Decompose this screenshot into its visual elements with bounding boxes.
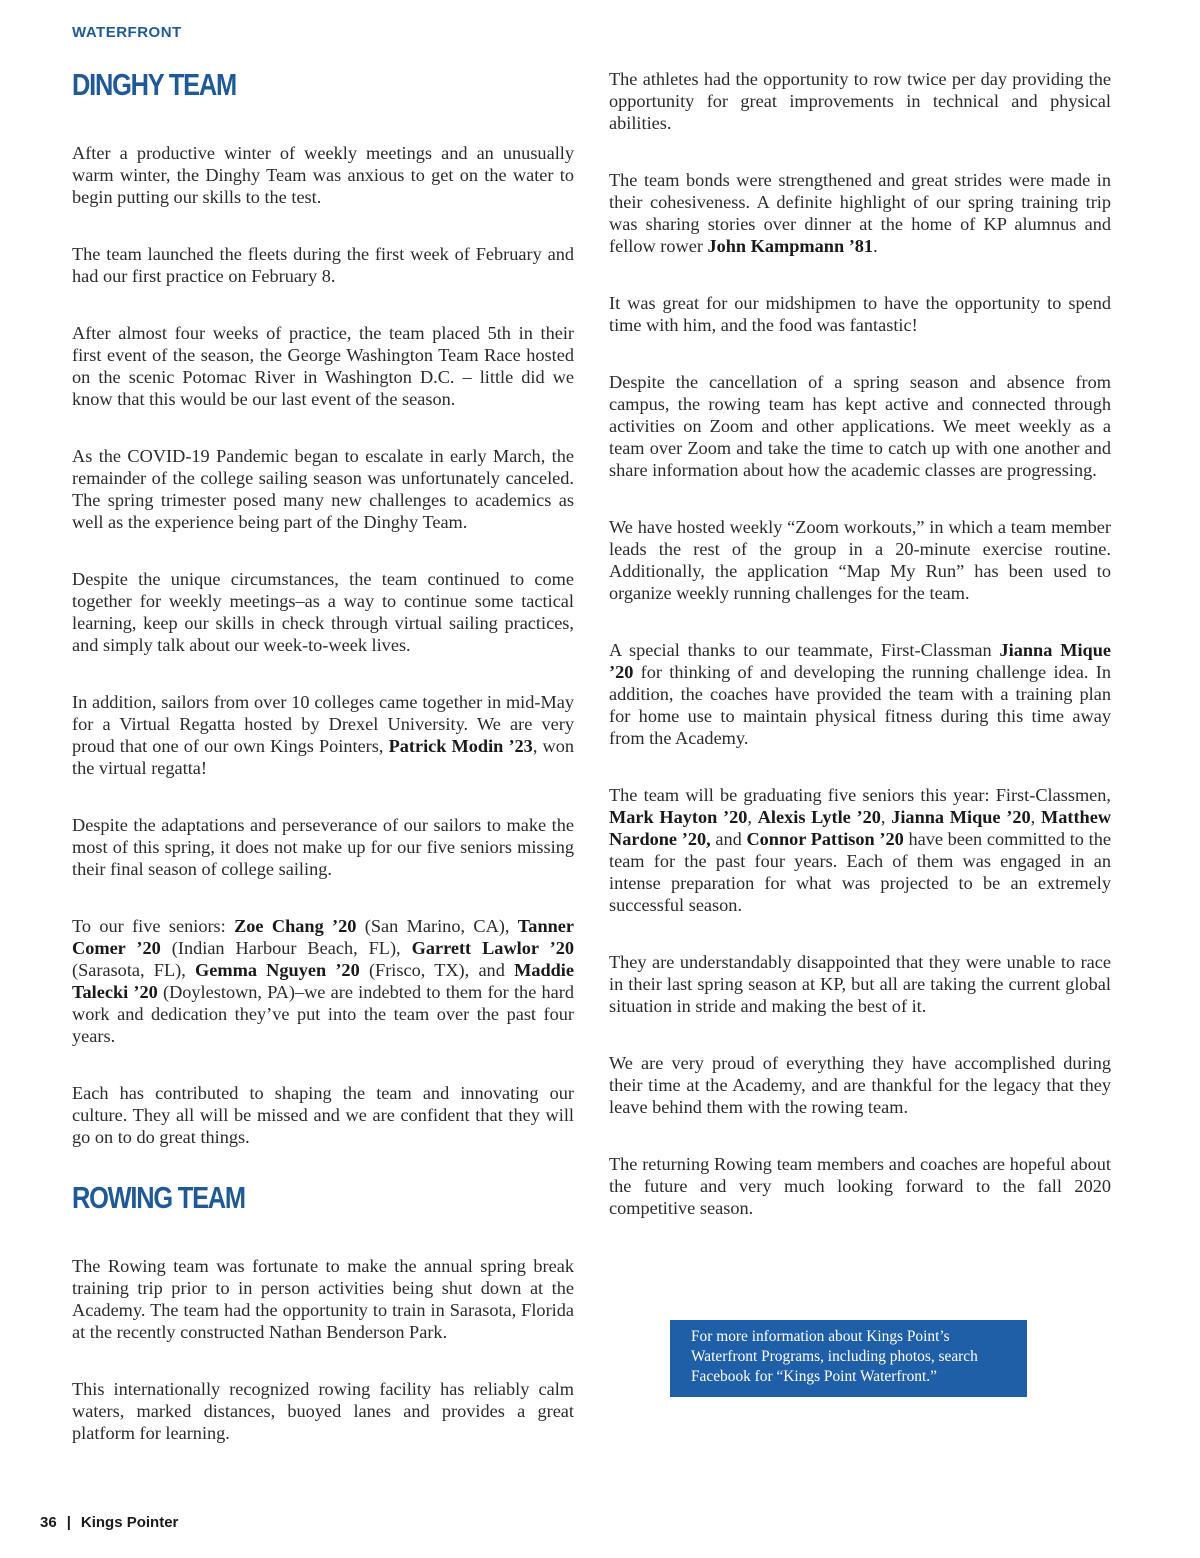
person-name: Gemma Nguyen ’20 [195, 960, 360, 980]
rowing-paragraph: The athletes had the opportunity to row twice per day providing the opportunity for great improvements in technical and physical abilities. [609, 69, 1111, 133]
rowing-team-body-right [609, 68, 1111, 1219]
dinghy-paragraph: As the COVID-19 Pandemic began to escalate in early March, the remainder of the college sailing season was unfortunately canceled. The spring trimester posed many new challenges to academics as well as the experience being part of the Dinghy Team. [72, 446, 574, 532]
right-column [609, 68, 1111, 1219]
rowing-team-heading: ROWING TEAM [72, 1180, 245, 1215]
page-footer [40, 1514, 178, 1531]
publication-name: Kings Pointer [80, 1514, 179, 1531]
rowing-paragraph: They are understandably disappointed that they were unable to race in their last spring season at KP, but all are taking the current global situation in stride and making the best of it. [609, 952, 1111, 1016]
rowing-paragraph: The team will be graduating five seniors this year: First-Classmen, Mark Hayton ’20, Alexis Lytle ’20, Jianna Mique ’20, Matthew Nardone ’20, and Connor Pattison ’20 have been committed to the team for the past four years. Each of them was engaged in an intense preparation for what was projected to be an extremely successful season. [609, 785, 1112, 915]
person-name: John Kampmann ’81 [707, 236, 874, 256]
footer-separator: | [66, 1514, 71, 1531]
rowing-paragraph: This internationally recognized rowing facility has reliably calm waters, marked distances, buoyed lanes and provides a great platform for learning. [72, 1379, 574, 1443]
dinghy-paragraph: Despite the adaptations and perseverance of our sailors to make the most of this spring, it does not make up for our five seniors missing their final season of college sailing. [72, 815, 574, 879]
person-name: Jianna Mique ’20 [891, 807, 1031, 827]
rowing-paragraph: We have hosted weekly “Zoom workouts,” in which a team member leads the rest of the group in a 20-minute exercise routine. Additionally, the application “Map My Run” has been used to organize weekly running challenges for the team. [609, 517, 1111, 603]
rowing-paragraph: Despite the cancellation of a spring season and absence from campus, the rowing team has kept active and connected through activities on Zoom and other applications. We meet weekly as a team over Zoom and take the time to catch up with one another and share information about how the academic classes are progressing. [609, 372, 1111, 480]
person-name: Zoe Chang ’20 [234, 916, 357, 936]
person-name: Tanner Comer ’20 [72, 916, 575, 958]
dinghy-team-body [72, 142, 574, 1148]
section-label: WATERFRONT [72, 24, 182, 41]
rowing-paragraph: It was great for our midshipmen to have the opportunity to spend time with him, and the food was fantastic! [609, 293, 1111, 335]
person-name: Patrick Modin ’23 [388, 736, 533, 756]
dinghy-paragraph: After a productive winter of weekly meetings and an unusually warm winter, the Dinghy Team was anxious to get on the water to begin putting our skills to the test. [72, 143, 574, 207]
person-name: Connor Pattison ’20 [746, 829, 904, 849]
rowing-paragraph: A special thanks to our teammate, First-Classman Jianna Mique ’20 for thinking of and developing the running challenge idea. In addition, the coaches have provided the team with a training plan for home use to maintain physical fitness during this time away from the Academy. [609, 640, 1111, 748]
rowing-paragraph: The team bonds were strengthened and great strides were made in their cohesiveness. A definite highlight of our spring training trip was sharing stories over dinner at the home of KP alumnus and fellow rower John Kampmann ’81. [609, 170, 1111, 256]
rowing-paragraph: The Rowing team was fortunate to make the annual spring break training trip prior to in person activities being shut down at the Academy. The team had the opportunity to train in Sarasota, Florida at the recently constructed Nathan Benderson Park. [72, 1256, 574, 1342]
person-name: Garrett Lawlor ’20 [411, 938, 574, 958]
rowing-paragraph: We are very proud of everything they have accomplished during their time at the Academy, and are thankful for the legacy that they leave behind them with the rowing team. [609, 1053, 1111, 1117]
info-box: For more information about Kings Point’s Waterfront Programs, including photos, search Facebook for “Kings Point Waterfront.” [670, 1320, 1027, 1397]
dinghy-paragraph: To our five seniors: Zoe Chang ’20 (San Marino, CA), Tanner Comer ’20 (Indian Harbour Beach, FL), Garrett Lawlor ’20 (Sarasota, FL), Gemma Nguyen ’20 (Frisco, TX), and Maddie Talecki ’20 (Doylestown, PA)–we are indebted to them for the hard work and dedication they’ve put into the team over the past four years. [72, 916, 575, 1046]
person-name: Mark Hayton ’20 [609, 807, 748, 827]
dinghy-paragraph: After almost four weeks of practice, the team placed 5th in their first event of the season, the George Washington Team Race hosted on the scenic Potomac River in Washington D.C. – little did we know that this would be our last event of the season. [72, 323, 574, 409]
person-name: Matthew Nardone ’20, [609, 807, 1112, 849]
person-name: Jianna Mique ’20 [609, 640, 1111, 682]
dinghy-team-heading: DINGHY TEAM [72, 67, 236, 102]
rowing-team-body-left [72, 1255, 574, 1444]
dinghy-paragraph: In addition, sailors from over 10 colleges came together in mid-May for a Virtual Regatta hosted by Drexel University. We are very proud that one of our own Kings Pointers, Patrick Modin ’23, won the virtual regatta! [72, 692, 574, 778]
person-name: Alexis Lytle ’20 [757, 807, 881, 827]
rowing-paragraph: The returning Rowing team members and coaches are hopeful about the future and very much looking forward to the fall 2020 competitive season. [609, 1154, 1111, 1218]
dinghy-paragraph: The team launched the fleets during the first week of February and had our first practice on February 8. [72, 244, 574, 286]
dinghy-paragraph: Each has contributed to shaping the team and innovating our culture. They all will be missed and we are confident that they will go on to do great things. [72, 1083, 574, 1147]
left-column [72, 68, 574, 1444]
dinghy-paragraph: Despite the unique circumstances, the team continued to come together for weekly meetings–as a way to continue some tactical learning, keep our skills in check through virtual sailing practices, and simply talk about our week-to-week lives. [72, 569, 574, 655]
person-name: Maddie Talecki ’20 [72, 960, 574, 1002]
page-number: 36 [40, 1514, 57, 1531]
